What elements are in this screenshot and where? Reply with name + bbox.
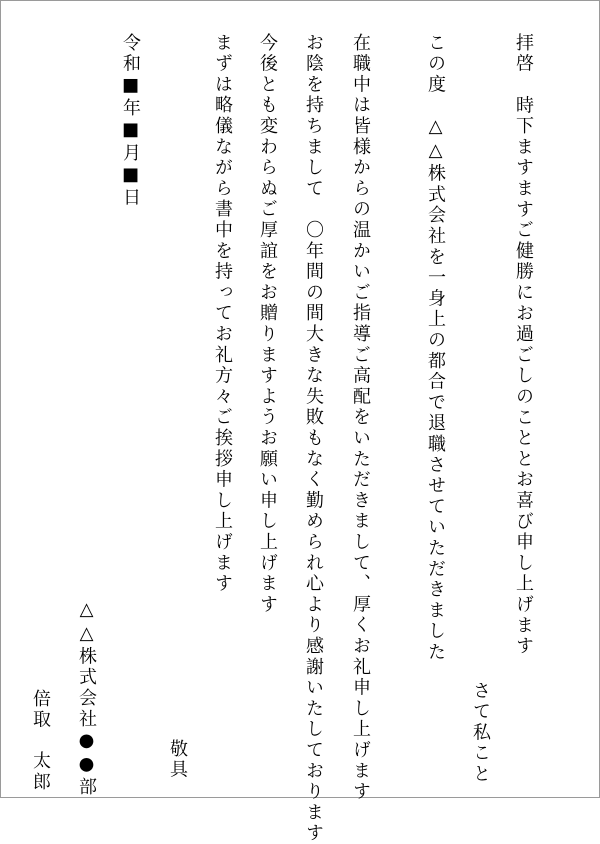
seasonal-greeting: 時下ますますご健勝にお過ごしのこととお喜び申し上げます [513, 95, 534, 658]
body-line-3: お陰を持ちまして 〇年間の間大きな失敗もなく勤められ心より感謝いたしております [303, 33, 324, 844]
body-line-1: この度 △△株式会社を一身上の都合で退職させていただきました [425, 33, 446, 663]
company-department: △△株式会社●●部 [76, 599, 97, 799]
opening-word: 拝啓 [513, 33, 534, 75]
body-line-4: 今後とも変わらぬご厚誼をお贈りますようお願い申し上げます [257, 33, 278, 616]
closing-word: 敬具 [167, 739, 188, 781]
body-line-5: まずは略儀ながら書中を持ってお礼方々ご挨拶申し上げます [212, 33, 233, 595]
body-line-2: 在職中は皆様からの温かいご指導ご高配をいただきまして、厚くお礼申し上げます [350, 33, 371, 803]
letter-date: 令和■年■月■日 [120, 33, 141, 209]
transition-line: さて私こと [470, 681, 491, 785]
opening-gap [513, 75, 534, 96]
letter-line-opening [514, 33, 532, 657]
signer-name: 倍取 太郎 [30, 689, 51, 793]
